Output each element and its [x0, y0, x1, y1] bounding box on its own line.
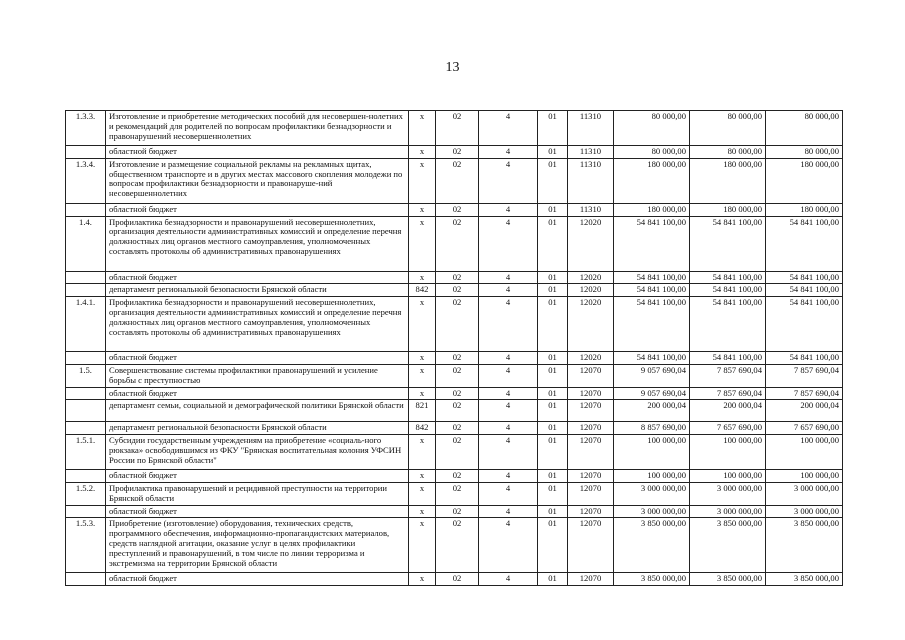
row-direction: 11310: [568, 146, 614, 159]
row-amount-year1: 3 850 000,00: [614, 518, 690, 573]
row-subsection: 4: [479, 422, 538, 435]
row-amount-year3: 200 000,04: [766, 400, 843, 422]
row-program: 01: [538, 435, 568, 470]
row-amount-year2: 3 000 000,00: [690, 505, 766, 518]
row-amount-year3: 54 841 100,00: [766, 284, 843, 297]
page-number: 13: [445, 60, 460, 75]
row-code: [66, 146, 106, 159]
budget-table: [65, 110, 843, 586]
row-program: 01: [538, 146, 568, 159]
row-admin-code: х: [409, 364, 436, 387]
row-section: 02: [436, 364, 479, 387]
row-code: [66, 505, 106, 518]
table-row: [66, 573, 843, 586]
table-row: [66, 364, 843, 387]
table-row: [66, 435, 843, 470]
table-row: [66, 470, 843, 483]
row-name: областной бюджет: [106, 352, 409, 365]
row-name: Профилактика безнадзорности и правонарушений несовершеннолетних, организация деятельности административных комиссий и определение перечня должностных лиц органов местного самоуправления, уполномоченных составлять протоколы об административных правонарушениях: [106, 216, 409, 271]
row-amount-year1: 3 850 000,00: [614, 573, 690, 586]
row-direction: 12070: [568, 422, 614, 435]
row-section: 02: [436, 146, 479, 159]
row-subsection: 4: [479, 505, 538, 518]
row-direction: 12020: [568, 216, 614, 271]
row-admin-code: х: [409, 158, 436, 203]
row-amount-year2: 80 000,00: [690, 111, 766, 146]
row-section: 02: [436, 203, 479, 216]
row-amount-year2: 100 000,00: [690, 470, 766, 483]
row-program: 01: [538, 111, 568, 146]
row-direction: 11310: [568, 158, 614, 203]
row-name: Совершенствование системы профилактики правонарушений и усиление борьбы с преступностью: [106, 364, 409, 387]
row-admin-code: 842: [409, 422, 436, 435]
budget-table-body: [66, 111, 843, 586]
row-program: 01: [538, 573, 568, 586]
row-code: [66, 422, 106, 435]
row-amount-year2: 54 841 100,00: [690, 352, 766, 365]
row-name: департамент региональной безопасности Брянской области: [106, 284, 409, 297]
row-admin-code: х: [409, 203, 436, 216]
row-program: 01: [538, 271, 568, 284]
row-direction: 11310: [568, 203, 614, 216]
table-row: [66, 297, 843, 352]
table-row: [66, 422, 843, 435]
row-subsection: 4: [479, 352, 538, 365]
row-amount-year3: 54 841 100,00: [766, 216, 843, 271]
row-amount-year1: 180 000,00: [614, 203, 690, 216]
table-row: [66, 518, 843, 573]
row-name: областной бюджет: [106, 271, 409, 284]
row-amount-year3: 180 000,00: [766, 203, 843, 216]
row-direction: 12070: [568, 518, 614, 573]
row-amount-year2: 7 657 690,00: [690, 422, 766, 435]
row-subsection: 4: [479, 482, 538, 505]
row-amount-year2: 54 841 100,00: [690, 297, 766, 352]
row-code: [66, 470, 106, 483]
table-row: [66, 203, 843, 216]
table-row: [66, 387, 843, 400]
row-direction: 12070: [568, 400, 614, 422]
row-amount-year3: 3 850 000,00: [766, 573, 843, 586]
row-admin-code: х: [409, 271, 436, 284]
row-amount-year3: 80 000,00: [766, 111, 843, 146]
row-direction: 12070: [568, 470, 614, 483]
row-amount-year3: 7 857 690,04: [766, 364, 843, 387]
row-subsection: 4: [479, 364, 538, 387]
row-subsection: 4: [479, 158, 538, 203]
row-code: 1.4.: [66, 216, 106, 271]
row-program: 01: [538, 387, 568, 400]
row-amount-year1: 54 841 100,00: [614, 284, 690, 297]
row-admin-code: х: [409, 111, 436, 146]
row-code: 1.5.: [66, 364, 106, 387]
row-amount-year1: 180 000,00: [614, 158, 690, 203]
row-amount-year3: 80 000,00: [766, 146, 843, 159]
row-amount-year3: 7 657 690,00: [766, 422, 843, 435]
row-section: 02: [436, 297, 479, 352]
row-section: 02: [436, 271, 479, 284]
row-program: 01: [538, 203, 568, 216]
table-row: [66, 284, 843, 297]
row-code: [66, 284, 106, 297]
row-section: 02: [436, 573, 479, 586]
row-subsection: 4: [479, 216, 538, 271]
row-amount-year1: 200 000,04: [614, 400, 690, 422]
row-amount-year2: 100 000,00: [690, 435, 766, 470]
table-row: [66, 158, 843, 203]
row-admin-code: х: [409, 297, 436, 352]
row-subsection: 4: [479, 284, 538, 297]
row-subsection: 4: [479, 203, 538, 216]
row-admin-code: х: [409, 216, 436, 271]
table-row: [66, 111, 843, 146]
table-row: [66, 352, 843, 365]
row-subsection: 4: [479, 111, 538, 146]
row-amount-year1: 80 000,00: [614, 111, 690, 146]
row-direction: 12020: [568, 297, 614, 352]
row-direction: 12020: [568, 284, 614, 297]
table-row: [66, 400, 843, 422]
row-program: 01: [538, 284, 568, 297]
row-admin-code: х: [409, 482, 436, 505]
row-program: 01: [538, 158, 568, 203]
row-admin-code: х: [409, 387, 436, 400]
row-name: Изготовление и приобретение методических пособий для несовершен-нолетних и рекомендаций для родителей по вопросам профилактики безнадзорности и правонарушений несовершеннолетних: [106, 111, 409, 146]
row-program: 01: [538, 470, 568, 483]
row-admin-code: х: [409, 505, 436, 518]
row-program: 01: [538, 400, 568, 422]
row-name: областной бюджет: [106, 573, 409, 586]
row-amount-year3: 54 841 100,00: [766, 271, 843, 284]
table-row: [66, 271, 843, 284]
row-program: 01: [538, 482, 568, 505]
row-amount-year3: 3 850 000,00: [766, 518, 843, 573]
row-amount-year1: 9 057 690,04: [614, 364, 690, 387]
row-section: 02: [436, 518, 479, 573]
row-admin-code: х: [409, 518, 436, 573]
row-subsection: 4: [479, 271, 538, 284]
row-program: 01: [538, 352, 568, 365]
row-section: 02: [436, 422, 479, 435]
row-code: [66, 203, 106, 216]
row-code: [66, 400, 106, 422]
row-name: департамент региональной безопасности Брянской области: [106, 422, 409, 435]
row-code: 1.3.3.: [66, 111, 106, 146]
row-code: 1.5.3.: [66, 518, 106, 573]
row-program: 01: [538, 297, 568, 352]
row-amount-year2: 200 000,04: [690, 400, 766, 422]
row-amount-year1: 54 841 100,00: [614, 297, 690, 352]
row-amount-year2: 180 000,00: [690, 158, 766, 203]
row-section: 02: [436, 352, 479, 365]
row-program: 01: [538, 422, 568, 435]
row-admin-code: х: [409, 352, 436, 365]
row-direction: 12020: [568, 352, 614, 365]
row-amount-year3: 100 000,00: [766, 470, 843, 483]
row-subsection: 4: [479, 518, 538, 573]
row-amount-year1: 100 000,00: [614, 435, 690, 470]
row-section: 02: [436, 216, 479, 271]
row-amount-year2: 54 841 100,00: [690, 284, 766, 297]
row-name: Приобретение (изготовление) оборудования, технических средств, программного обеспечения, информационно-пропагандистских материалов, средств наглядной агитации, оказание услуг в целях профилактики преступлений и правонарушений, в том числе по линии терроризма и экстремизма на территории Брянской области: [106, 518, 409, 573]
row-section: 02: [436, 435, 479, 470]
row-subsection: 4: [479, 297, 538, 352]
row-subsection: 4: [479, 400, 538, 422]
row-section: 02: [436, 505, 479, 518]
row-section: 02: [436, 470, 479, 483]
row-amount-year2: 3 850 000,00: [690, 573, 766, 586]
row-direction: 11310: [568, 111, 614, 146]
row-code: [66, 573, 106, 586]
row-admin-code: х: [409, 573, 436, 586]
row-amount-year2: 7 857 690,04: [690, 364, 766, 387]
row-amount-year1: 54 841 100,00: [614, 216, 690, 271]
row-admin-code: х: [409, 435, 436, 470]
row-program: 01: [538, 505, 568, 518]
row-amount-year1: 100 000,00: [614, 470, 690, 483]
row-code: [66, 271, 106, 284]
row-direction: 12070: [568, 573, 614, 586]
row-code: [66, 387, 106, 400]
row-name: областной бюджет: [106, 505, 409, 518]
row-section: 02: [436, 400, 479, 422]
row-amount-year2: 180 000,00: [690, 203, 766, 216]
row-code: [66, 352, 106, 365]
row-name: Субсидии государственным учреждениям на приобретение «социаль-ного рюкзака» освободившимся из ФКУ "Брянская воспитательная колония УФСИН России по Брянской области": [106, 435, 409, 470]
row-program: 01: [538, 518, 568, 573]
row-amount-year2: 7 857 690,04: [690, 387, 766, 400]
row-direction: 12070: [568, 505, 614, 518]
row-amount-year1: 3 000 000,00: [614, 482, 690, 505]
row-name: областной бюджет: [106, 203, 409, 216]
table-row: [66, 216, 843, 271]
row-code: 1.5.2.: [66, 482, 106, 505]
row-subsection: 4: [479, 470, 538, 483]
row-amount-year3: 100 000,00: [766, 435, 843, 470]
row-amount-year1: 80 000,00: [614, 146, 690, 159]
row-amount-year3: 180 000,00: [766, 158, 843, 203]
row-code: 1.5.1.: [66, 435, 106, 470]
row-name: департамент семьи, социальной и демографической политики Брянской области: [106, 400, 409, 422]
row-direction: 12070: [568, 364, 614, 387]
row-code: 1.3.4.: [66, 158, 106, 203]
row-amount-year1: 9 057 690,04: [614, 387, 690, 400]
row-amount-year1: 8 857 690,00: [614, 422, 690, 435]
row-amount-year2: 80 000,00: [690, 146, 766, 159]
row-direction: 12020: [568, 271, 614, 284]
row-section: 02: [436, 387, 479, 400]
row-amount-year1: 54 841 100,00: [614, 352, 690, 365]
row-name: Изготовление и размещение социальной рекламы на рекламных щитах, общественном транспорте и в других местах массового скопления молодежи по вопросам профилактики безнадзорности и правонаруше-ний несовершеннолетних: [106, 158, 409, 203]
row-direction: 12070: [568, 435, 614, 470]
row-section: 02: [436, 284, 479, 297]
row-name: Профилактика безнадзорности и правонарушений несовершеннолетних, организация деятельности административных комиссий и определение перечня должностных лиц органов местного самоуправления, уполномоченных составлять протоколы об административных правонарушениях: [106, 297, 409, 352]
row-name: Профилактика правонарушений и рецидивной преступности на территории Брянской области: [106, 482, 409, 505]
table-row: [66, 482, 843, 505]
row-amount-year3: 3 000 000,00: [766, 505, 843, 518]
row-name: областной бюджет: [106, 387, 409, 400]
row-direction: 12070: [568, 482, 614, 505]
row-admin-code: х: [409, 470, 436, 483]
table-row: [66, 505, 843, 518]
row-program: 01: [538, 364, 568, 387]
row-section: 02: [436, 482, 479, 505]
row-amount-year3: 54 841 100,00: [766, 297, 843, 352]
row-section: 02: [436, 158, 479, 203]
table-row: [66, 146, 843, 159]
row-subsection: 4: [479, 146, 538, 159]
row-amount-year2: 54 841 100,00: [690, 216, 766, 271]
row-name: областной бюджет: [106, 470, 409, 483]
row-admin-code: 842: [409, 284, 436, 297]
row-section: 02: [436, 111, 479, 146]
row-amount-year1: 3 000 000,00: [614, 505, 690, 518]
row-amount-year2: 3 000 000,00: [690, 482, 766, 505]
row-program: 01: [538, 216, 568, 271]
row-amount-year3: 7 857 690,04: [766, 387, 843, 400]
row-subsection: 4: [479, 573, 538, 586]
row-subsection: 4: [479, 435, 538, 470]
row-amount-year3: 54 841 100,00: [766, 352, 843, 365]
row-direction: 12070: [568, 387, 614, 400]
row-amount-year3: 3 000 000,00: [766, 482, 843, 505]
row-code: 1.4.1.: [66, 297, 106, 352]
row-amount-year2: 54 841 100,00: [690, 271, 766, 284]
row-amount-year1: 54 841 100,00: [614, 271, 690, 284]
row-admin-code: х: [409, 146, 436, 159]
row-admin-code: 821: [409, 400, 436, 422]
row-subsection: 4: [479, 387, 538, 400]
row-amount-year2: 3 850 000,00: [690, 518, 766, 573]
row-name: областной бюджет: [106, 146, 409, 159]
